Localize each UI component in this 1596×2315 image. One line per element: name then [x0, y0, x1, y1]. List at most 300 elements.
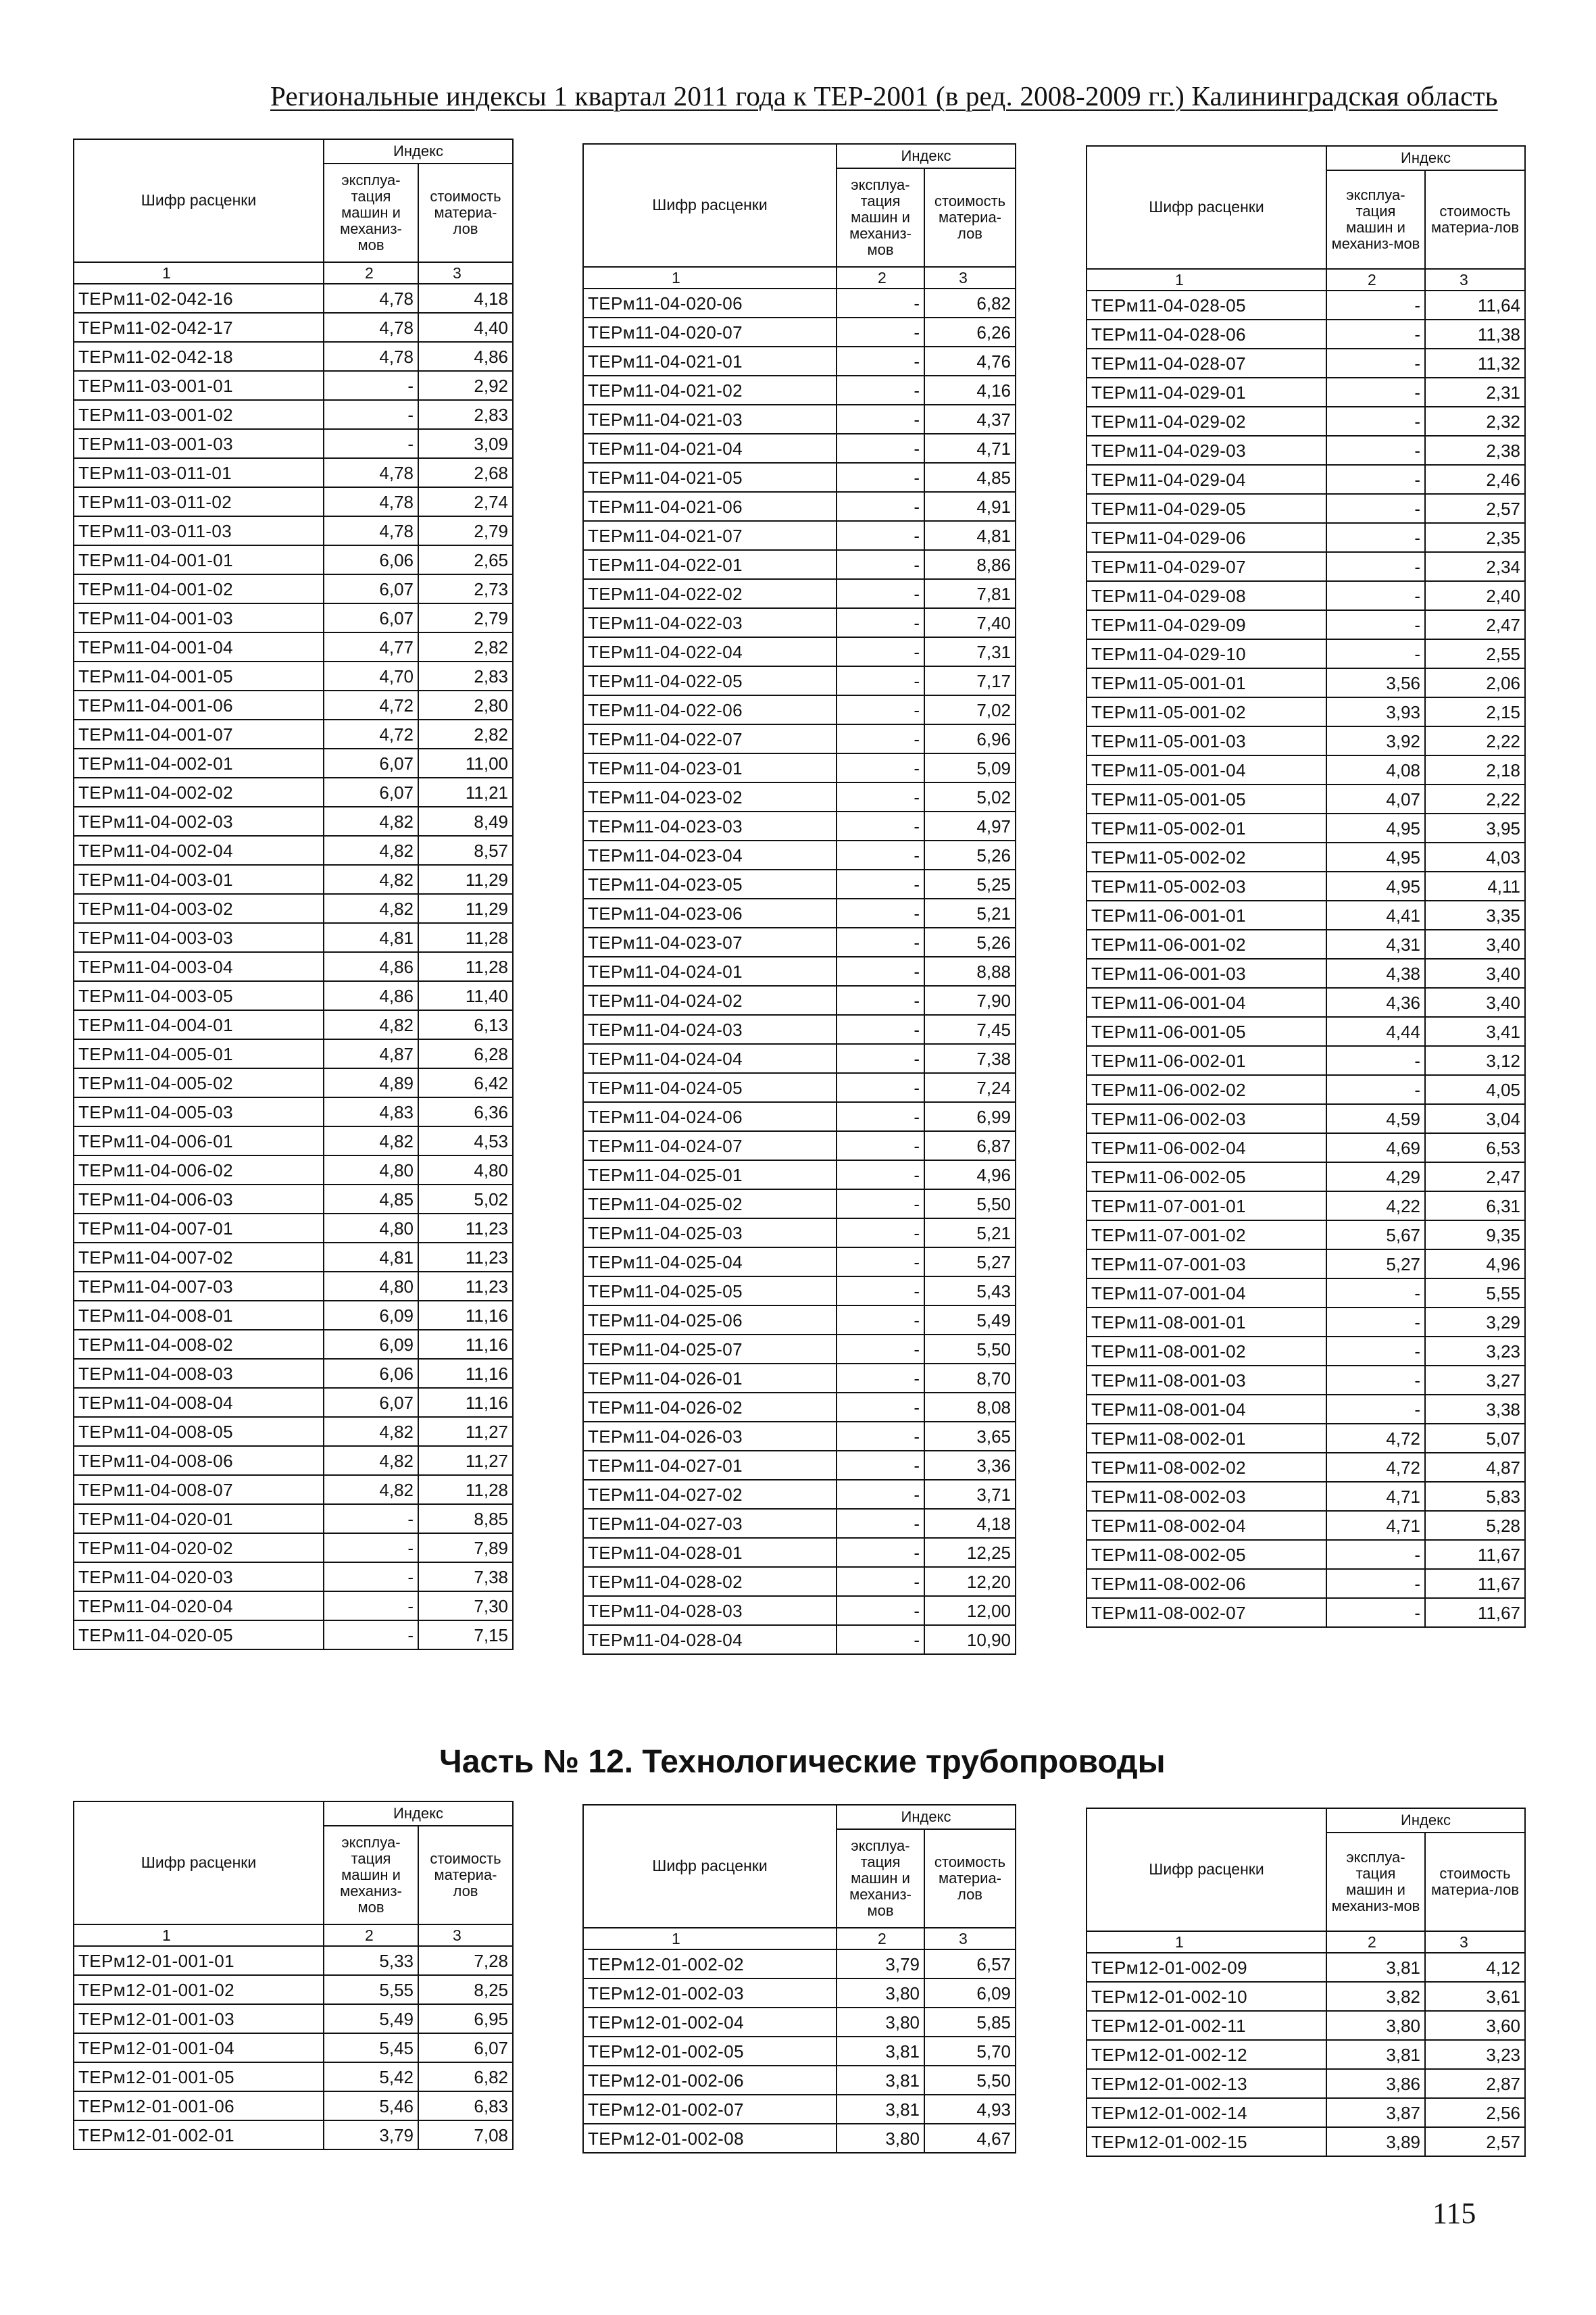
table-row — [583, 1044, 1016, 1073]
table-row — [583, 1393, 1016, 1422]
materials-index-cell: 2,31 — [1425, 378, 1525, 407]
table-row — [74, 1301, 513, 1330]
materials-index-cell: 4,85 — [924, 463, 1016, 492]
machines-index-cell: - — [1326, 349, 1425, 378]
materials-index-cell: 8,25 — [418, 1975, 513, 2004]
materials-index-cell: 4,71 — [924, 434, 1016, 463]
table-row — [74, 952, 513, 981]
table-row — [583, 753, 1016, 782]
rate-code-cell: ТЕРм11-04-008-07 — [74, 1475, 324, 1504]
materials-header: стоимость материа-лов — [924, 168, 1016, 267]
table-row — [74, 720, 513, 749]
rate-code-cell: ТЕРм11-04-026-02 — [583, 1393, 837, 1422]
machines-index-cell: 4,81 — [324, 923, 418, 952]
machines-index-cell: 4,82 — [324, 894, 418, 923]
table-row — [74, 516, 513, 545]
rate-code-cell: ТЕРм11-08-002-02 — [1087, 1453, 1326, 1482]
rate-code-cell: ТЕРм11-04-003-03 — [74, 923, 324, 952]
materials-index-cell: 7,40 — [924, 608, 1016, 637]
rate-code-cell: ТЕРм11-04-023-03 — [583, 812, 837, 841]
machines-index-cell: - — [324, 1504, 418, 1533]
machines-index-cell: 4,69 — [1326, 1133, 1425, 1162]
machines-header: эксплуа-тация машин и механиз-мов — [837, 1829, 924, 1928]
machines-index-cell: - — [1326, 639, 1425, 668]
table-row — [583, 782, 1016, 812]
machines-index-cell: - — [837, 1451, 924, 1480]
machines-index-cell: 4,71 — [1326, 1511, 1425, 1540]
materials-index-cell: 7,90 — [924, 986, 1016, 1015]
machines-index-cell: 5,67 — [1326, 1220, 1425, 1249]
table-row — [583, 695, 1016, 724]
machines-index-cell: - — [837, 986, 924, 1015]
machines-index-cell: 4,71 — [1326, 1482, 1425, 1511]
table-row — [1087, 1308, 1525, 1337]
machines-index-cell: - — [837, 1305, 924, 1335]
machines-index-cell: 5,27 — [1326, 1249, 1425, 1278]
machines-index-cell: - — [1326, 494, 1425, 523]
materials-index-cell: 3,65 — [924, 1422, 1016, 1451]
rate-code-cell: ТЕРм11-02-042-17 — [74, 313, 324, 342]
rate-code-cell: ТЕРм11-04-003-02 — [74, 894, 324, 923]
table-row — [74, 1185, 513, 1214]
rate-code-cell: ТЕРм11-04-020-03 — [74, 1562, 324, 1591]
table-row — [74, 400, 513, 429]
table-row — [583, 1160, 1016, 1189]
rate-code-cell: ТЕРм11-06-002-04 — [1087, 1133, 1326, 1162]
materials-index-cell: 5,70 — [924, 2037, 1016, 2066]
materials-index-cell: 6,96 — [924, 724, 1016, 753]
rate-code-cell: ТЕРм11-04-024-04 — [583, 1044, 837, 1073]
table-row — [74, 1155, 513, 1185]
table-row — [583, 1189, 1016, 1218]
materials-index-cell: 4,16 — [924, 376, 1016, 405]
machines-index-cell: 4,95 — [1326, 814, 1425, 843]
rate-code-cell: ТЕРм11-02-042-18 — [74, 342, 324, 371]
table-row — [1087, 988, 1525, 1017]
materials-index-cell: 7,38 — [924, 1044, 1016, 1073]
section-heading: Часть № 12. Технологические трубопроводы — [439, 1744, 1166, 1780]
machines-index-cell: 3,56 — [1326, 668, 1425, 697]
rate-code-cell: ТЕРм11-04-006-03 — [74, 1185, 324, 1214]
materials-index-cell: 7,30 — [418, 1591, 513, 1620]
machines-index-cell: - — [837, 1044, 924, 1073]
materials-index-cell: 6,28 — [418, 1039, 513, 1068]
column-number: 2 — [837, 267, 924, 289]
table-row — [1087, 1482, 1525, 1511]
materials-index-cell: 11,16 — [418, 1330, 513, 1359]
machines-index-cell: 3,81 — [837, 2095, 924, 2124]
machines-index-cell: - — [1326, 291, 1425, 320]
machines-index-cell: 4,82 — [324, 807, 418, 836]
rate-code-cell: ТЕРм11-04-024-01 — [583, 957, 837, 986]
table-row — [1087, 697, 1525, 726]
rate-table-1 — [73, 139, 514, 1650]
table-row — [583, 812, 1016, 841]
rate-code-cell: ТЕРм11-04-024-02 — [583, 986, 837, 1015]
rate-table-6 — [1086, 1808, 1526, 2157]
column-number: 1 — [74, 262, 324, 284]
materials-index-cell: 11,64 — [1425, 291, 1525, 320]
materials-index-cell: 4,18 — [418, 284, 513, 313]
rate-code-cell: ТЕРм11-04-001-01 — [74, 545, 324, 574]
materials-index-cell: 8,88 — [924, 957, 1016, 986]
table-row — [1087, 1953, 1525, 1982]
machines-index-cell: 3,89 — [1326, 2127, 1425, 2156]
machines-index-cell: 3,81 — [837, 2037, 924, 2066]
table-row — [1087, 959, 1525, 988]
table-row — [1087, 378, 1525, 407]
machines-index-cell: - — [837, 1596, 924, 1625]
materials-index-cell: 11,28 — [418, 1475, 513, 1504]
table-row — [74, 2062, 513, 2091]
rate-code-cell: ТЕРм11-04-002-03 — [74, 807, 324, 836]
table-row — [74, 836, 513, 865]
table-row — [583, 1451, 1016, 1480]
materials-index-cell: 2,34 — [1425, 552, 1525, 581]
rate-code-cell: ТЕРм11-05-001-02 — [1087, 697, 1326, 726]
machines-index-cell: 3,80 — [837, 2124, 924, 2153]
table-row — [583, 870, 1016, 899]
machines-index-cell: - — [837, 666, 924, 695]
materials-index-cell: 4,96 — [924, 1160, 1016, 1189]
table-row — [583, 463, 1016, 492]
rate-code-cell: ТЕРм12-01-001-06 — [74, 2091, 324, 2120]
column-number-row — [1087, 269, 1525, 291]
table-row — [1087, 1075, 1525, 1104]
materials-index-cell: 4,18 — [924, 1509, 1016, 1538]
rate-code-cell: ТЕРм11-04-029-03 — [1087, 436, 1326, 465]
machines-index-cell: 5,49 — [324, 2004, 418, 2033]
table-row — [74, 1591, 513, 1620]
table-row — [583, 899, 1016, 928]
materials-index-cell: 5,55 — [1425, 1278, 1525, 1308]
materials-index-cell: 3,23 — [1425, 2040, 1525, 2069]
rate-table-4 — [73, 1801, 514, 2150]
machines-index-cell: 4,44 — [1326, 1017, 1425, 1046]
materials-index-cell: 6,53 — [1425, 1133, 1525, 1162]
rate-code-cell: ТЕРм11-05-002-03 — [1087, 872, 1326, 901]
table-row — [583, 1305, 1016, 1335]
table-row — [1087, 726, 1525, 755]
materials-index-cell: 4,12 — [1425, 1953, 1525, 1982]
column-number: 1 — [583, 1928, 837, 1949]
table-row — [74, 749, 513, 778]
machines-index-cell: - — [1326, 610, 1425, 639]
machines-index-cell: 4,89 — [324, 1068, 418, 1097]
rate-code-cell: ТЕРм11-04-020-07 — [583, 318, 837, 347]
materials-index-cell: 12,25 — [924, 1538, 1016, 1567]
rate-code-cell: ТЕРм11-04-024-07 — [583, 1131, 837, 1160]
machines-index-cell: 5,55 — [324, 1975, 418, 2004]
rate-code-cell: ТЕРм11-04-023-07 — [583, 928, 837, 957]
rate-code-cell: ТЕРм12-01-002-09 — [1087, 1953, 1326, 1982]
table-row — [74, 1243, 513, 1272]
materials-index-cell: 3,35 — [1425, 901, 1525, 930]
rate-code-cell: ТЕРм11-06-001-05 — [1087, 1017, 1326, 1046]
machines-index-cell: - — [837, 1364, 924, 1393]
table-row — [583, 1102, 1016, 1131]
materials-index-cell: 2,65 — [418, 545, 513, 574]
rate-code-cell: ТЕРм11-04-029-10 — [1087, 639, 1326, 668]
table-row — [583, 928, 1016, 957]
table-row — [1087, 930, 1525, 959]
machines-index-cell: 4,78 — [324, 458, 418, 487]
machines-index-cell: - — [837, 812, 924, 841]
materials-index-cell: 3,38 — [1425, 1395, 1525, 1424]
table-row — [74, 1417, 513, 1446]
rate-code-cell: ТЕРм11-08-002-06 — [1087, 1569, 1326, 1598]
materials-index-cell: 8,86 — [924, 550, 1016, 579]
machines-index-cell: - — [837, 1102, 924, 1131]
machines-index-cell: - — [324, 371, 418, 400]
rate-code-cell: ТЕРм11-04-008-06 — [74, 1446, 324, 1475]
rate-code-cell: ТЕРм12-01-002-01 — [74, 2120, 324, 2149]
materials-index-cell: 5,43 — [924, 1276, 1016, 1305]
machines-index-cell: - — [1326, 1308, 1425, 1337]
materials-index-cell: 6,82 — [924, 289, 1016, 318]
machines-index-cell: 5,33 — [324, 1946, 418, 1975]
rate-code-cell: ТЕРм12-01-001-01 — [74, 1946, 324, 1975]
machines-index-cell: - — [837, 1335, 924, 1364]
machines-index-cell: - — [1326, 1395, 1425, 1424]
table-row — [1087, 1598, 1525, 1627]
table-row — [1087, 552, 1525, 581]
machines-index-cell: 3,80 — [1326, 2011, 1425, 2040]
rate-code-cell: ТЕРм11-04-008-01 — [74, 1301, 324, 1330]
column-number: 1 — [74, 1924, 324, 1946]
machines-index-cell: - — [837, 899, 924, 928]
machines-index-cell: - — [837, 463, 924, 492]
materials-index-cell: 4,40 — [418, 313, 513, 342]
machines-index-cell: - — [1326, 1366, 1425, 1395]
table-row — [1087, 1511, 1525, 1540]
rate-code-cell: ТЕРм11-04-025-04 — [583, 1247, 837, 1276]
materials-index-cell: 2,87 — [1425, 2069, 1525, 2098]
rate-code-cell: ТЕРм11-03-001-02 — [74, 400, 324, 429]
machines-index-cell: 4,81 — [324, 1243, 418, 1272]
materials-index-cell: 5,26 — [924, 841, 1016, 870]
table-row — [1087, 814, 1525, 843]
machines-index-cell: 4,85 — [324, 1185, 418, 1214]
table-row — [74, 458, 513, 487]
rate-code-cell: ТЕРм11-03-011-01 — [74, 458, 324, 487]
materials-index-cell: 2,38 — [1425, 436, 1525, 465]
column-number: 1 — [1087, 269, 1326, 291]
machines-index-cell: - — [837, 289, 924, 318]
materials-index-cell: 5,02 — [924, 782, 1016, 812]
machines-index-cell: - — [837, 1393, 924, 1422]
materials-index-cell: 7,28 — [418, 1946, 513, 1975]
table-row — [1087, 494, 1525, 523]
materials-index-cell: 8,08 — [924, 1393, 1016, 1422]
table-row — [1087, 1366, 1525, 1395]
materials-index-cell: 6,57 — [924, 1949, 1016, 1978]
materials-index-cell: 2,35 — [1425, 523, 1525, 552]
rate-code-cell: ТЕРм11-04-008-03 — [74, 1359, 324, 1388]
table-row — [74, 1946, 513, 1975]
machines-index-cell: - — [837, 376, 924, 405]
rate-code-cell: ТЕРм11-04-005-02 — [74, 1068, 324, 1097]
table-row — [74, 603, 513, 632]
rate-code-cell: ТЕРм11-04-022-01 — [583, 550, 837, 579]
materials-index-cell: 4,03 — [1425, 843, 1525, 872]
rate-code-cell: ТЕРм11-05-001-03 — [1087, 726, 1326, 755]
rate-code-cell: ТЕРм11-04-021-06 — [583, 492, 837, 521]
materials-index-cell: 11,27 — [418, 1417, 513, 1446]
machines-index-cell: - — [1326, 523, 1425, 552]
column-number: 3 — [924, 267, 1016, 289]
rate-table-2 — [582, 143, 1016, 1655]
materials-index-cell: 8,85 — [418, 1504, 513, 1533]
rate-code-cell: ТЕРм11-04-028-03 — [583, 1596, 837, 1625]
table-row — [1087, 291, 1525, 320]
rate-code-cell: ТЕРм11-04-021-07 — [583, 521, 837, 550]
rate-code-cell: ТЕРм11-02-042-16 — [74, 284, 324, 313]
table-row — [583, 376, 1016, 405]
table-row — [74, 1126, 513, 1155]
materials-index-cell: 2,56 — [1425, 2098, 1525, 2127]
materials-index-cell: 7,24 — [924, 1073, 1016, 1102]
materials-index-cell: 6,09 — [924, 1978, 1016, 2008]
machines-header: эксплуа-тация машин и механиз-мов — [324, 1826, 418, 1924]
column-number: 3 — [1425, 1931, 1525, 1953]
machines-index-cell: - — [1326, 465, 1425, 494]
machines-index-cell: 3,81 — [837, 2066, 924, 2095]
table-row — [1087, 872, 1525, 901]
table-row — [583, 608, 1016, 637]
rate-code-cell: ТЕРм11-04-005-03 — [74, 1097, 324, 1126]
machines-index-cell: - — [1326, 1046, 1425, 1075]
table-row — [74, 778, 513, 807]
materials-index-cell: 2,40 — [1425, 581, 1525, 610]
table-row — [583, 841, 1016, 870]
materials-index-cell: 2,82 — [418, 632, 513, 662]
rate-code-cell: ТЕРм11-04-025-01 — [583, 1160, 837, 1189]
rate-code-cell: ТЕРм12-01-002-14 — [1087, 2098, 1326, 2127]
table-row — [583, 637, 1016, 666]
materials-index-cell: 2,80 — [418, 691, 513, 720]
materials-index-cell: 2,18 — [1425, 755, 1525, 785]
machines-index-cell: - — [1326, 1569, 1425, 1598]
table-row — [74, 1475, 513, 1504]
materials-index-cell: 11,23 — [418, 1272, 513, 1301]
materials-index-cell: 11,67 — [1425, 1540, 1525, 1569]
table-row — [1087, 436, 1525, 465]
materials-index-cell: 5,27 — [924, 1247, 1016, 1276]
table-row — [1087, 843, 1525, 872]
column-number: 3 — [418, 1924, 513, 1946]
rate-code-cell: ТЕРм11-04-021-02 — [583, 376, 837, 405]
table-row — [74, 2120, 513, 2149]
materials-index-cell: 5,21 — [924, 899, 1016, 928]
index-header: Индекс — [1326, 1808, 1525, 1833]
machines-index-cell: 4,78 — [324, 342, 418, 371]
table-row — [74, 313, 513, 342]
rate-code-cell: ТЕРм11-04-003-01 — [74, 865, 324, 894]
table-row — [1087, 1278, 1525, 1308]
machines-index-cell: - — [837, 1422, 924, 1451]
machines-index-cell: - — [837, 550, 924, 579]
materials-index-cell: 4,80 — [418, 1155, 513, 1185]
rate-code-cell: ТЕРм12-01-002-13 — [1087, 2069, 1326, 2098]
materials-index-cell: 7,08 — [418, 2120, 513, 2149]
machines-index-cell: 6,07 — [324, 1388, 418, 1417]
table-row — [74, 894, 513, 923]
column-number: 2 — [837, 1928, 924, 1949]
materials-index-cell: 3,41 — [1425, 1017, 1525, 1046]
materials-index-cell: 4,11 — [1425, 872, 1525, 901]
rate-code-cell: ТЕРм11-04-022-02 — [583, 579, 837, 608]
materials-index-cell: 3,40 — [1425, 988, 1525, 1017]
rate-code-cell: ТЕРм11-04-020-01 — [74, 1504, 324, 1533]
column-number-row — [74, 262, 513, 284]
table-row — [583, 1276, 1016, 1305]
materials-index-cell: 6,99 — [924, 1102, 1016, 1131]
table-row — [583, 1480, 1016, 1509]
machines-index-cell: 6,06 — [324, 545, 418, 574]
machines-index-cell: 4,36 — [1326, 988, 1425, 1017]
table-row — [1087, 465, 1525, 494]
materials-index-cell: 4,53 — [418, 1126, 513, 1155]
materials-index-cell: 6,31 — [1425, 1191, 1525, 1220]
table-row — [1087, 1046, 1525, 1075]
rate-code-cell: ТЕРм11-04-020-06 — [583, 289, 837, 318]
column-number-row — [583, 267, 1016, 289]
machines-index-cell: - — [1326, 1278, 1425, 1308]
rate-code-cell: ТЕРм11-04-002-04 — [74, 836, 324, 865]
table-row — [74, 1097, 513, 1126]
machines-index-cell: 4,78 — [324, 313, 418, 342]
materials-index-cell: 6,36 — [418, 1097, 513, 1126]
machines-index-cell: - — [1326, 1337, 1425, 1366]
rate-code-cell: ТЕРм11-04-007-02 — [74, 1243, 324, 1272]
table-row — [583, 2037, 1016, 2066]
machines-index-cell: 4,86 — [324, 981, 418, 1010]
materials-index-cell: 4,91 — [924, 492, 1016, 521]
rate-code-cell: ТЕРм11-04-029-06 — [1087, 523, 1326, 552]
materials-index-cell: 3,27 — [1425, 1366, 1525, 1395]
materials-index-cell: 2,83 — [418, 400, 513, 429]
materials-index-cell: 12,00 — [924, 1596, 1016, 1625]
materials-index-cell: 11,28 — [418, 923, 513, 952]
machines-index-cell: 4,41 — [1326, 901, 1425, 930]
table-row — [1087, 1104, 1525, 1133]
machines-index-cell: - — [1326, 581, 1425, 610]
table-row — [74, 1068, 513, 1097]
machines-index-cell: 4,87 — [324, 1039, 418, 1068]
table-row — [74, 342, 513, 371]
materials-index-cell: 2,32 — [1425, 407, 1525, 436]
table-row — [583, 1596, 1016, 1625]
machines-header: эксплуа-тация машин и механиз-мов — [1326, 170, 1425, 269]
materials-index-cell: 5,28 — [1425, 1511, 1525, 1540]
machines-index-cell: - — [324, 1533, 418, 1562]
materials-index-cell: 12,20 — [924, 1567, 1016, 1596]
rate-code-cell: ТЕРм11-08-001-01 — [1087, 1308, 1326, 1337]
table-row — [583, 405, 1016, 434]
index-header: Индекс — [837, 144, 1016, 168]
materials-index-cell: 4,96 — [1425, 1249, 1525, 1278]
rate-code-cell: ТЕРм12-01-002-10 — [1087, 1982, 1326, 2011]
rate-code-cell: ТЕРм11-08-002-07 — [1087, 1598, 1326, 1627]
machines-index-cell: - — [837, 753, 924, 782]
rate-code-cell: ТЕРм11-04-028-01 — [583, 1538, 837, 1567]
table-row — [583, 1949, 1016, 1978]
machines-index-cell: 4,82 — [324, 1126, 418, 1155]
materials-index-cell: 4,37 — [924, 405, 1016, 434]
machines-index-cell: 4,80 — [324, 1214, 418, 1243]
machines-index-cell: - — [837, 1073, 924, 1102]
